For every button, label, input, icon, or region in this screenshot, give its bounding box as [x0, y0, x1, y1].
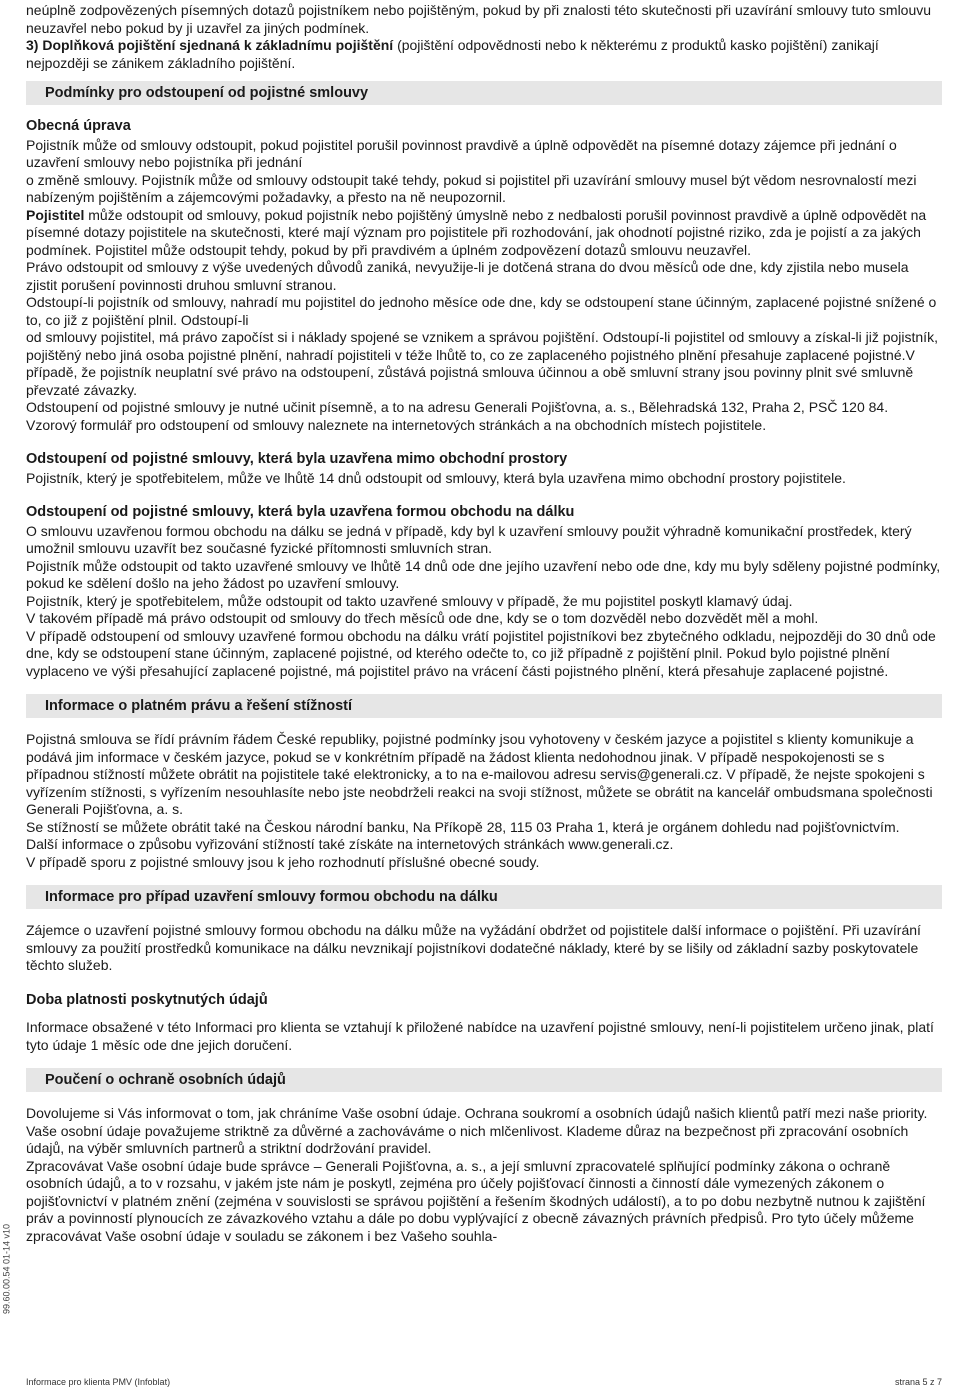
- footer-document-name: Informace pro klienta PMV (Infoblat): [26, 1377, 171, 1387]
- outside-premises-heading: Odstoupení od pojistné smlouvy, která byla uzavřena mimo obchodní prostory: [26, 451, 568, 467]
- general-paragraph-6: od smlouvy pojistitel, má právo započíst si i náklady spojené se vznikem a správou pojištění. Odstoupí-li pojistitel od smlouvy a získal-li již pojistník, pojištěný nebo jiná osoba pojistné plnění, nahradí pojistiteli v téže lhůtě to, co ze zaplaceného pojistného plnění přesahuje zaplacené pojistné.V případě, že pojistník neuplatní své právo na odstoupení, zůstává pojistná smlouva účinnou a obě smluvní strany jsou povinny plnit své smluvně převzaté závazky.: [26, 329, 938, 398]
- insurer-withdrawal-paragraph: [26, 207, 942, 260]
- general-paragraph-5: Odstoupí-li pojistník od smlouvy, nahradí mu pojistitel do jednoho měsíce ode dne, kdy se odstoupení stane účinným, zaplacené pojistné snížené o to, co již z pojištění plnil. Odstoupí-li: [26, 294, 937, 328]
- validity-paragraph: Informace obsažené v této Informaci pro klienta se vztahují k přiložené nabídce na uzavření pojistné smlouvy, není-li pojistitelem určeno jinak, platí tyto údaje 1 měsíc ode dne jejich doručení.: [26, 1019, 934, 1053]
- distance-info-paragraph: Zájemce o uzavření pojistné smlouvy formou obchodu na dálku může na vyžádání obdržet od pojistitele další informace o pojištění. Při uzavírání smlouvy za použití prostředků komunikace na dálku nevznikají pojistníkovi dodatečné náklady, které by se lišily od základní sazby poskytovatele těchto služeb.: [26, 922, 921, 973]
- general-paragraph-7: Odstoupení od pojistné smlouvy je nutné učinit písemně, a to na adresu Generali Pojišťovna, a. s., Bělehradská 132, Praha 2, PSČ 120 84. Vzorový formulář pro odstoupení od smlouvy naleznete na internetových stránkách a na obchodních místech pojistitele.: [26, 399, 889, 433]
- footer-page-number: strana 5 z 7: [894, 1377, 942, 1387]
- distance-paragraph-4: V takovém případě má právo odstoupit od smlouvy do třech měsíců ode dne, kdy se o tom dozvěděl nebo dozvědět měl a mohl.: [26, 610, 819, 626]
- insurer-label: Pojistitel: [26, 206, 85, 223]
- insurer-withdrawal-text: může odstoupit od smlouvy, pokud pojistník nebo pojištěný úmyslně nebo z nedbalosti porušil povinnost pravdivě a úplně odpovědět na písemné dotazy pojistitele na skutečnosti, které mají význam pro pojistitele při rozhodování, jak ohodnotí pojistné riziko, zda je pojistí a za jakých podmínek. Pojistitel může odstoupit tehdy, pokud by při pravdivém a úplném zodpovězení dotazů smlouvu neuzavřel.: [26, 206, 927, 258]
- section-band-withdrawal: Podmínky pro odstoupení od pojistné smlouvy: [26, 81, 942, 105]
- intro-block: [26, 0, 942, 72]
- document-code-text: 99.60.00.54 01-14 v10: [1, 1223, 12, 1315]
- law-paragraph-3: Další informace o způsobu vyřizování stížností také získáte na internetových stránkách www.generali.cz.: [26, 836, 674, 852]
- section-band-distance-info: Informace pro případ uzavření smlouvy formou obchodu na dálku: [26, 885, 942, 909]
- general-paragraph-1: Pojistník může od smlouvy odstoupit, pokud pojistitel porušil povinnost pravdivě a úplně odpovědět na písemné dotazy zájemce při jednání o uzavření smlouvy nebo pojistníka při jednání: [26, 136, 897, 170]
- supplementary-insurance-label: 3) Doplňková pojištění sjednaná k základnímu pojištění: [26, 37, 394, 53]
- general-paragraph-2: o změně smlouvy. Pojistník může od smlouvy odstoupit také tehdy, pokud si pojistitel při uzavírání smlouvy musel být vědom nesrovnalostí mezi nabízeným pojištěním a zájemcovými požadavky, a přesto na ně neupozornil.: [26, 171, 917, 205]
- distance-paragraph-3: Pojistník, který je spotřebitelem, může odstoupit od takto uzavřené smlouvy v případě, že mu pojistitel poskytl klamavý údaj.: [26, 592, 793, 609]
- section-band-privacy: Poučení o ochraně osobních údajů: [26, 1068, 942, 1092]
- document-page: [26, 0, 942, 1245]
- general-heading: Obecná úprava: [26, 118, 131, 134]
- supplementary-insurance-paragraph: [26, 37, 942, 72]
- supplementary-insurance-text: (pojištění odpovědnosti nebo k některému z produktů kasko pojištění) zanikají nejpozději se zánikem základního pojištění.: [26, 37, 879, 71]
- distance-contract-heading: Odstoupení od pojistné smlouvy, která byla uzavřena formou obchodu na dálku: [26, 504, 575, 520]
- privacy-paragraph-1: Dovolujeme si Vás informovat o tom, jak chráníme Vaše osobní údaje. Ochrana soukromí a osobních údajů našich klientů patří mezi naše priority. Vaše osobní údaje považujeme striktně za důvěrné a zachováváme o nich mlčenlivost. Klademe důraz na bezpečnost při zpracování osobních údajů, na výběr smluvních partnerů a striktní dodržování pravidel.: [26, 1105, 928, 1156]
- general-paragraph-4: Právo odstoupit od smlouvy z výše uvedených důvodů zaniká, nevyužije-li je dotčená strana do dvou měsíců ode dne, kdy zjistila nebo musela zjistit porušení povinnosti druhou smluvní stranou.: [26, 259, 909, 293]
- outside-premises-paragraph: Pojistník, který je spotřebitelem, může ve lhůtě 14 dnů odstoupit od smlouvy, která byla uzavřena mimo obchodní prostory pojistitele.: [26, 469, 846, 486]
- document-code: [0, 1209, 14, 1329]
- distance-paragraph-5: V případě odstoupení od smlouvy uzavřené formou obchodu na dálku vrátí pojistitel pojistníkovi bez zbytečného odkladu, nejpozději do 30 dnů ode dne, kdy se odstoupení stane účinným, zaplacené pojistné, od kterého odečte to, co již případně z pojištění plnil. Pokud bylo pojistné plnění vyplaceno ve výši přesahující zaplacené pojistné, má pojistitel právo na vrácení části pojistného plnění, která přesahuje zaplacené pojistné.: [26, 627, 936, 679]
- distance-paragraph-2: Pojistník může odstoupit od takto uzavřené smlouvy ve lhůtě 14 dnů ode dne jejího uzavření nebo ode dne, kdy mu byly sděleny pojistné podmínky, pokud ke sdělení došlo na jeho žádost po uzavření smlouvy.: [26, 557, 941, 591]
- intro-paragraph: neúplně zodpovězených písemných dotazů pojistníkem nebo pojištěným, pokud by při znalosti této skutečnosti při uzavírání smlouvy tuto smlouvu neuzavřel nebo pokud by ji uzavřel za jiných podmínek.: [26, 2, 932, 36]
- privacy-paragraph-2: Zpracovávat Vaše osobní údaje bude správce – Generali Pojišťovna, a. s., a její smluvní zpracovatelé splňující podmínky zákona o ochraně osobních údajů, a to v rozsahu, v jakém jste nám je poskytl, zejména pro účely pojišťovací činnosti a činností dále vymezených zákonem o pojišťovnictví v platném znění (zejména v souvislosti se správou pojištění a řešením škodných událostí), a to po dobu nezbytně nutnou k zajištění práv a povinností plynoucích ze závazkového vztahu a dále po dobu vyplývající z obecně závazných právních předpisů. Pro tyto účely můžeme zpracovávat Vaše osobní údaje v souladu se zákonem i bez Vašeho souhla-: [26, 1157, 926, 1244]
- law-paragraph-2: Se stížností se můžete obrátit také na Českou národní banku, Na Příkopě 28, 115 03 Praha 1, která je orgánem dohledu nad pojišťovnictvím.: [26, 818, 900, 835]
- section-band-law: Informace o platném právu a řešení stížností: [26, 694, 942, 718]
- law-paragraph-4: V případě sporu z pojistné smlouvy jsou k jeho rozhodnutí příslušné obecné soudy.: [26, 853, 540, 870]
- validity-heading: Doba platnosti poskytnutých údajů: [26, 991, 268, 1008]
- law-paragraph-1: Pojistná smlouva se řídí právním řádem České republiky, pojistné podmínky jsou vyhotoveny v českém jazyce a pojistitel s klienty komunikuje a podává jim informace v českém jazyce, pokud se v konkrétním případě na žádost klienta nedohodnou jinak. V případě nespokojenosti se s případnou stížností můžete obrátit na pojistitele také elektronicky, a to na e-mailovou adresu servis@generali.cz. V případě, že nejste spokojeni s vyřízením stížnosti, s vyřízením nesouhlasíte nebo jste neobdrželi reakci na svoji stížnost, můžete se obrátit na kancelář ombudsmana společnosti Generali Pojišťovna, a. s.: [26, 731, 933, 817]
- distance-paragraph-1: O smlouvu uzavřenou formou obchodu na dálku se jedná v případě, kdy byl k uzavření smlouvy použit výhradně komunikační prostředek, který umožnil smlouvu uzavřít bez současné fyzické přítomnosti smluvních stran.: [26, 522, 912, 556]
